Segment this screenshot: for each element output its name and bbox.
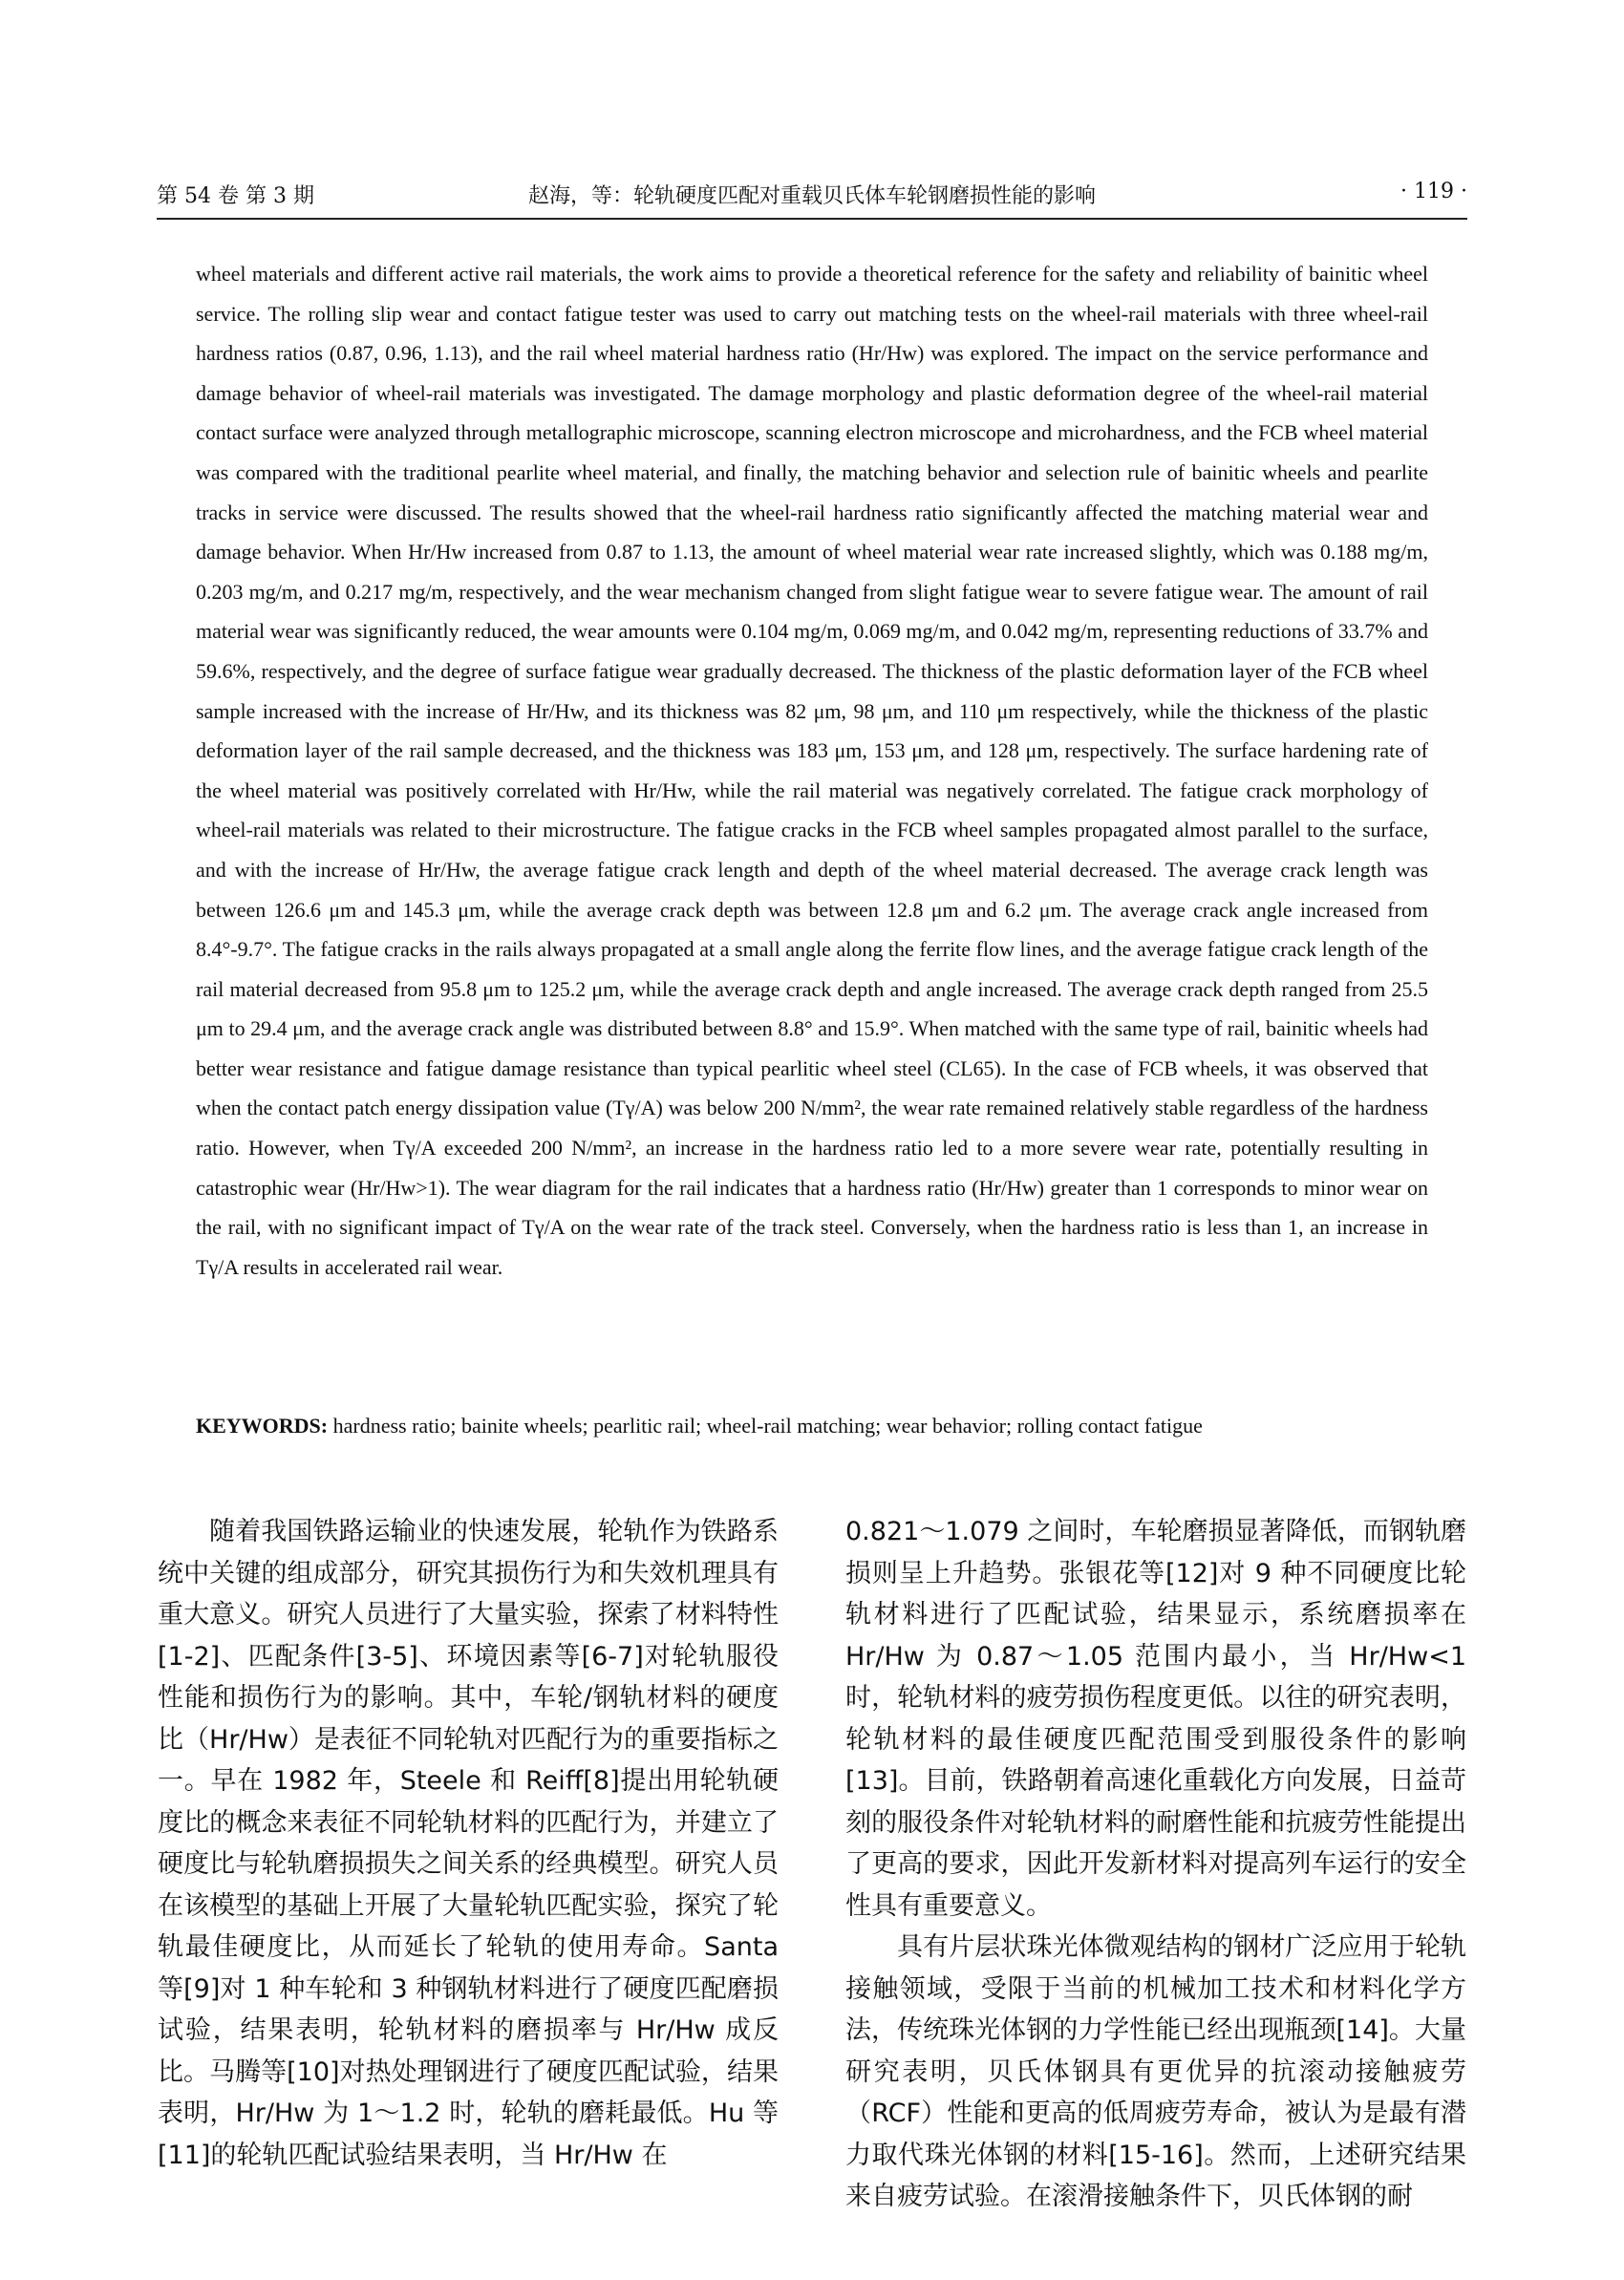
keywords-line <box>196 1407 1428 1445</box>
english-abstract: wheel materials and different active rail materials, the work aims to provide a theoretical reference for the safety and reliability of bainitic wheel service. The rolling slip wear and contact fatigue tester was used to carry out matching tests on the wheel-rail materials with three wheel-rail hardness ratios (0.87, 0.96, 1.13), and the rail wheel material hardness ratio (Hr/Hw) was explored. The impact on the service performance and damage behavior of wheel-rail materials was investigated. The damage morphology and plastic deformation degree of the wheel-rail material contact surface were analyzed through metallographic microscope, scanning electron microscope and microhardness, and the FCB wheel material was compared with the traditional pearlite wheel material, and finally, the matching behavior and selection rule of bainitic wheels and pearlite tracks in service were discussed. The results showed that the wheel-rail hardness ratio significantly affected the matching material wear and damage behavior. When Hr/Hw increased from 0.87 to 1.13, the amount of wheel material wear rate increased slightly, which was 0.188 mg/m, 0.203 mg/m, and 0.217 mg/m, respectively, and the wear mechanism changed from slight fatigue wear to severe fatigue wear. The amount of rail material wear was significantly reduced, the wear amounts were 0.104 mg/m, 0.069 mg/m, and 0.042 mg/m, representing reductions of 33.7% and 59.6%, respectively, and the degree of surface fatigue wear gradually decreased. The thickness of the plastic deformation layer of the FCB wheel sample increased with the increase of Hr/Hw, and its thickness was 82 μm, 98 μm, and 110 μm respectively, while the thickness of the plastic deformation layer of the rail sample decreased, and the thickness was 183 μm, 153 μm, and 128 μm, respectively. The surface hardening rate of the wheel material was positively correlated with Hr/Hw, while the rail material was negatively correlated. The fatigue crack morphology of wheel-rail materials was related to their microstructure. The fatigue cracks in the FCB wheel samples propagated almost parallel to the surface, and with the increase of Hr/Hw, the average fatigue crack length and depth of the wheel material decreased. The average crack length was between 126.6 μm and 145.3 μm, while the average crack depth was between 12.8 μm and 6.2 μm. The average crack angle increased from 8.4°-9.7°. The fatigue cracks in the rails always propagated at a small angle along the ferrite flow lines, and the average fatigue crack length of the rail material decreased from 95.8 μm to 125.2 μm, while the average crack depth and angle increased. The average crack depth ranged from 25.5 μm to 29.4 μm, and the average crack angle was distributed between 8.8° and 15.9°. When matched with the same type of rail, bainitic wheels had better wear resistance and fatigue damage resistance than typical pearlitic wheel steel (CL65). In the case of FCB wheels, it was observed that when the contact patch energy dissipation value (Tγ/A) was below 200 N/mm², the wear rate remained relatively stable regardless of the hardness ratio. However, when Tγ/A exceeded 200 N/mm², an increase in the hardness ratio led to a more severe wear rate, potentially resulting in catastrophic wear (Hr/Hw>1). The wear diagram for the rail indicates that a hardness ratio (Hr/Hw) greater than 1 corresponds to minor wear on the rail, with no significant impact of Tγ/A on the wear rate of the track steel. Conversely, when the hardness ratio is less than 1, an increase in Tγ/A results in accelerated rail wear. <box>196 262 1428 1279</box>
article-running-title: 赵海，等：轮轨硬度匹配对重载贝氏体车轮钢磨损性能的影响 <box>527 184 1096 208</box>
journal-volume-issue: 第 54 卷 第 3 期 <box>157 184 314 208</box>
intro-paragraph-1-continued: 0.821～1.079 之间时，车轮磨损显著降低，而钢轨磨损则呈上升趋势。张银花等[12]对 9 种不同硬度比轮轨材料进行了匹配试验，结果显示，系统磨损率在 Hr/Hw 为 0.87～1.05 范围内最小，当 Hr/Hw<1 时，轮轨材料的疲劳损伤程度更低。以往的研究表明，轮轨材料的最佳硬度匹配范围受到服役条件的影响[13]。目前，铁路朝着高速化重载化方向发展，日益苛刻的服役条件对轮轨材料的耐磨性能和抗疲劳性能提出了更高的要求，因此开发新材料对提高列车运行的安全性具有重要意义。 <box>845 1517 1466 1921</box>
running-header <box>157 170 1467 220</box>
keywords-label: KEYWORDS: <box>196 1414 329 1438</box>
body-left-column <box>158 1511 779 2176</box>
intro-paragraph-1: 随着我国铁路运输业的快速发展，轮轨作为铁路系统中关键的组成部分，研究其损伤行为和失效机理具有重大意义。研究人员进行了大量实验，探索了材料特性[1-2]、匹配条件[3-5]、环境因素等[6-7]对轮轨服役性能和损伤行为的影响。其中，车轮/钢轨材料的硬度比（Hr/Hw）是表征不同轮轨对匹配行为的重要指标之一。早在 1982 年，Steele 和 Reiff[8]提出用轮轨硬度比的概念来表征不同轮轨材料的匹配行为，并建立了硬度比与轮轨磨损损失之间关系的经典模型。研究人员在该模型的基础上开展了大量轮轨匹配实验，探究了轮轨最佳硬度比，从而延长了轮轨的使用寿命。Santa 等[9]对 1 种车轮和 3 种钢轨材料进行了硬度匹配磨损试验，结果表明，轮轨材料的磨损率与 Hr/Hw 成反比。马腾等[10]对热处理钢进行了硬度匹配试验，结果表明，Hr/Hw 为 1～1.2 时，轮轨的磨耗最低。Hu 等[11]的轮轨匹配试验结果表明，当 Hr/Hw 在 <box>158 1517 779 2170</box>
intro-paragraph-2: 具有片层状珠光体微观结构的钢材广泛应用于轮轨接触领域，受限于当前的机械加工技术和材料化学方法，传统珠光体钢的力学性能已经出现瓶颈[14]。大量研究表明，贝氏体钢具有更优异的抗滚动接触疲劳（RCF）性能和更高的低周疲劳寿命，被认为是最有潜力取代珠光体钢的材料[15-16]。然而，上述研究结果来自疲劳试验。在滚滑接触条件下，贝氏体钢的耐 <box>845 1932 1466 2211</box>
page-number: · 119 · <box>1400 180 1467 203</box>
body-right-column <box>845 1511 1466 2218</box>
keywords-text: hardness ratio; bainite wheels; pearlitic rail; wheel-rail matching; wear behavior; rolling contact fatigue <box>332 1414 1203 1438</box>
